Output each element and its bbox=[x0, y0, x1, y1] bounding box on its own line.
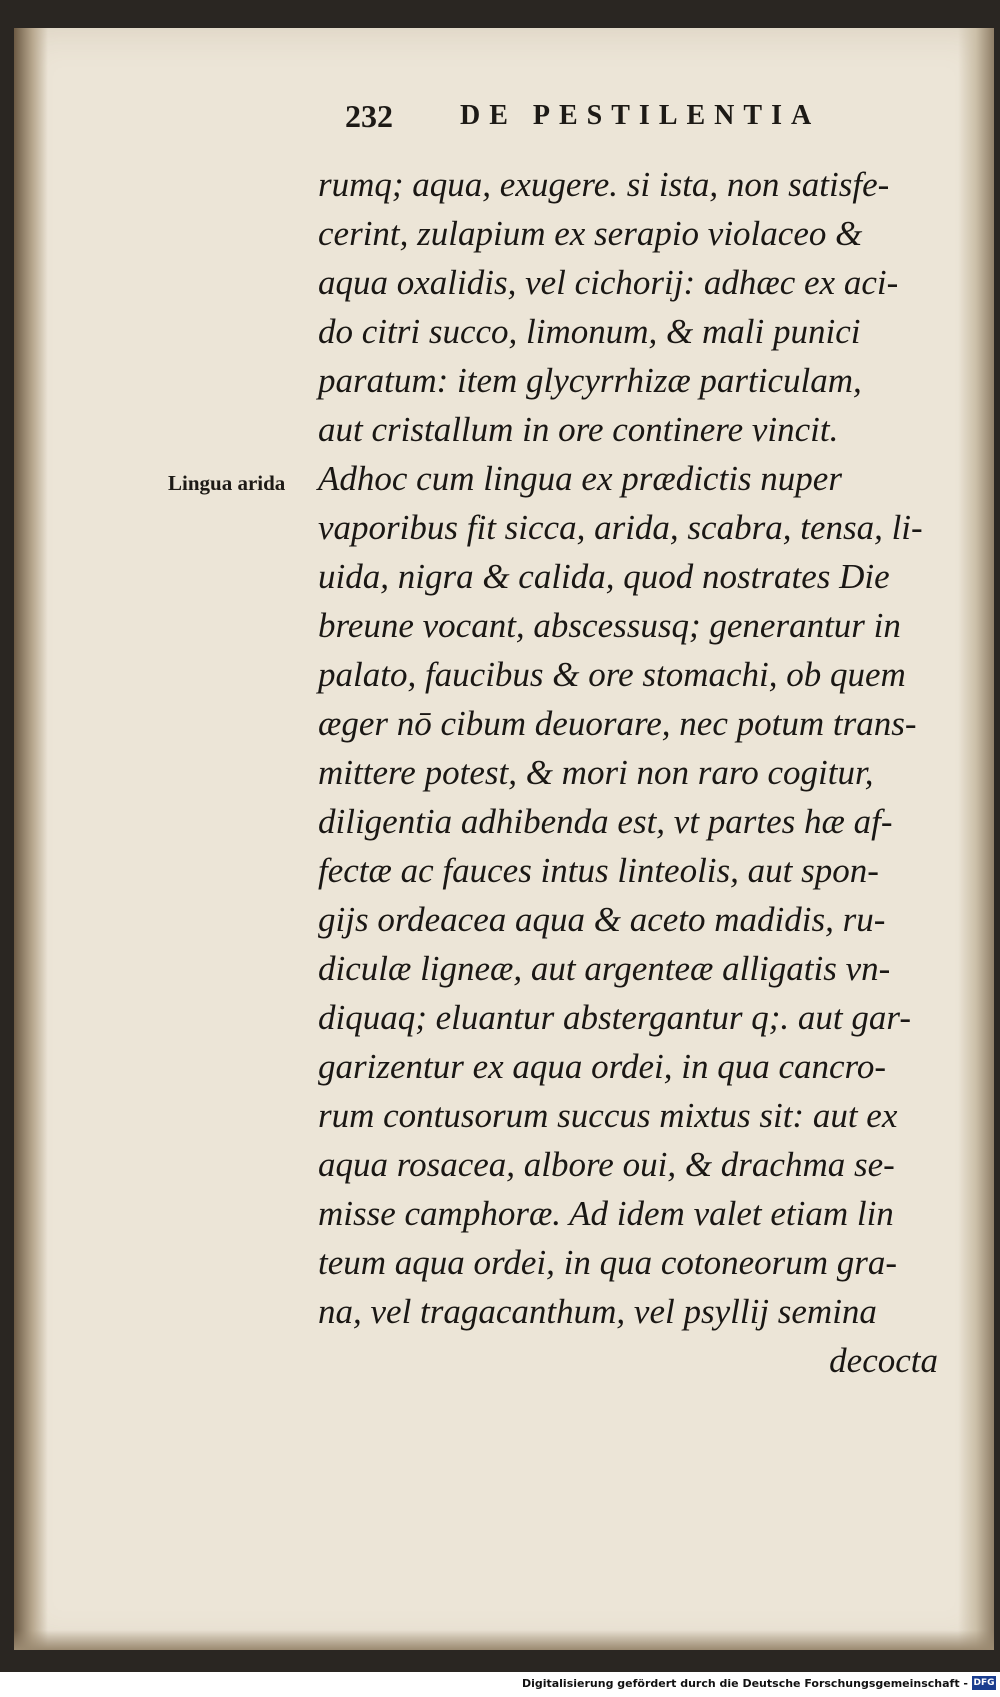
page-number: 232 bbox=[345, 98, 393, 134]
running-header bbox=[345, 98, 875, 142]
text-line: diligentia adhibenda est, vt partes hæ af- bbox=[318, 802, 893, 841]
dfg-logo: DFG bbox=[973, 1678, 995, 1688]
body-text bbox=[318, 160, 938, 1385]
text-line: rum contusorum succus mixtus sit: aut ex bbox=[318, 1096, 898, 1135]
text-line: mittere potest, & mori non raro cogitur, bbox=[318, 753, 874, 792]
text-line: garizentur ex aqua ordei, in qua cancro- bbox=[318, 1047, 887, 1086]
text-line: do citri succo, limonum, & mali punici bbox=[318, 312, 861, 351]
marginal-note: Lingua arida bbox=[168, 471, 286, 495]
text-line: palato, faucibus & ore stomachi, ob quem bbox=[318, 655, 906, 694]
funding-credit: Digitalisierung gefördert durch die Deutsche Forschungsgemeinschaft - bbox=[521, 1677, 968, 1690]
text-line: uida, nigra & calida, quod nostrates Die bbox=[318, 557, 890, 596]
text-line: diquaq; eluantur abstergantur q;. aut gar- bbox=[318, 998, 911, 1037]
running-title: DE PESTILENTIA bbox=[460, 100, 821, 131]
text-line: aqua rosacea, albore oui, & drachma se- bbox=[318, 1145, 895, 1184]
text-line: rumq; aqua, exugere. si ista, non satisfe- bbox=[318, 165, 890, 204]
catchword: decocta bbox=[829, 1341, 938, 1380]
text-line: aut cristallum in ore continere vincit. bbox=[318, 410, 839, 449]
text-line: teum aqua ordei, in qua cotoneorum gra- bbox=[318, 1243, 898, 1282]
page-gutter-shadow bbox=[14, 28, 48, 1650]
text-line: na, vel tragacanthum, vel psyllij semina bbox=[318, 1292, 877, 1331]
text-line: æger nō cibum deuorare, nec potum trans- bbox=[318, 704, 917, 743]
text-line: breune vocant, abscessusq; generantur in bbox=[318, 606, 901, 645]
text-line: diculæ ligneæ, aut argenteæ alligatis vn- bbox=[318, 949, 891, 988]
page-edge-shadow bbox=[958, 28, 994, 1650]
text-line: aqua oxalidis, vel cichorij: adhæc ex aci- bbox=[318, 263, 899, 302]
text-line: gijs ordeacea aqua & aceto madidis, ru- bbox=[318, 900, 886, 939]
text-line: paratum: item glycyrrhizæ particulam, bbox=[318, 361, 862, 400]
text-line: misse camphoræ. Ad idem valet etiam lin bbox=[318, 1194, 894, 1233]
page-bottom-shadow bbox=[14, 1630, 994, 1650]
text-line: Adhoc cum lingua ex prædictis nuper bbox=[318, 459, 842, 498]
text-line: fectæ ac fauces intus linteolis, aut spon- bbox=[318, 851, 879, 890]
text-line: vaporibus fit sicca, arida, scabra, tensa, li- bbox=[318, 508, 923, 547]
text-line: cerint, zulapium ex serapio violaceo & bbox=[318, 214, 863, 253]
